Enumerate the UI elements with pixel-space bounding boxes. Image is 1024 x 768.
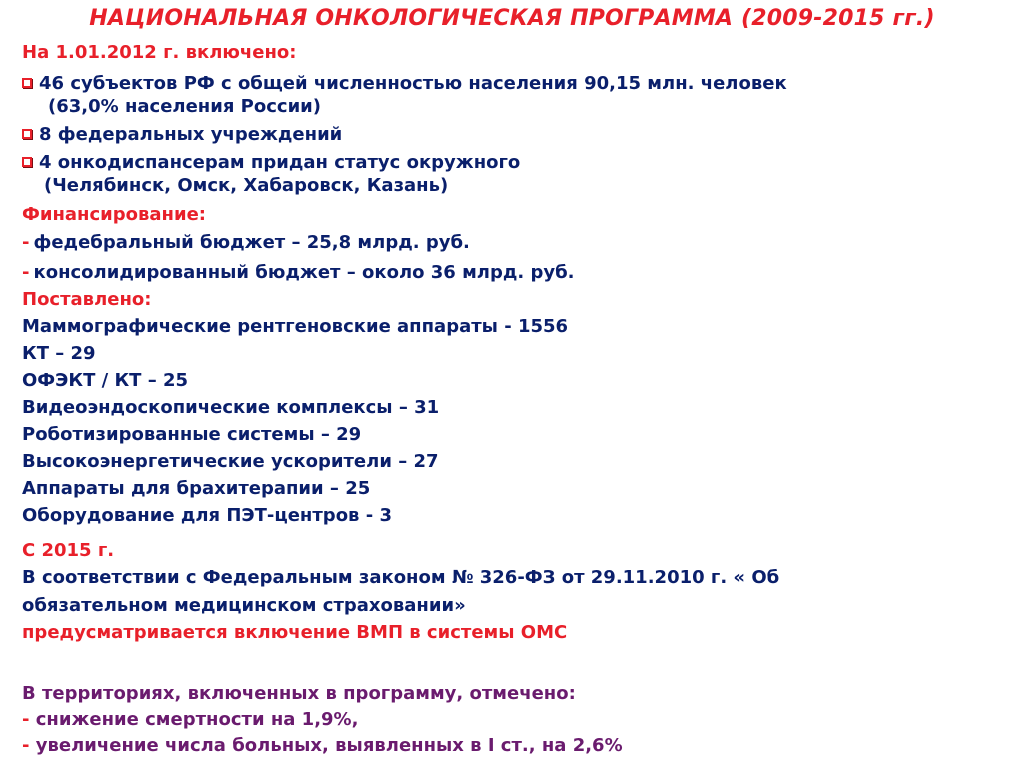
included-item-3-text: 4 онкодиспансерам придан статус окружного xyxy=(39,152,521,173)
from2015-line-3: предусматривается включение ВМП в системы ОМС xyxy=(22,622,568,643)
included-item-1-text: 46 субъектов РФ с общей численностью населения 90,15 млн. человек xyxy=(39,73,787,94)
supplied-item: КТ – 29 xyxy=(22,343,96,364)
included-item-3 xyxy=(22,152,520,173)
included-item-2-text: 8 федеральных учреждений xyxy=(39,124,343,145)
supplied-item: Аппараты для брахитерапии – 25 xyxy=(22,478,371,499)
dash-marker: - xyxy=(22,735,30,756)
dash-marker: - xyxy=(22,232,30,253)
supplied-item: Роботизированные системы – 29 xyxy=(22,424,362,445)
supplied-heading: Поставлено: xyxy=(22,289,152,310)
financing-heading: Финансирование: xyxy=(22,204,207,225)
from2015-line-2: обязательном медицинском страховании» xyxy=(22,595,466,616)
supplied-item: Высокоэнергетические ускорители – 27 xyxy=(22,451,439,472)
checkbox-bullet-icon xyxy=(22,157,32,167)
supplied-item: ОФЭКТ / КТ – 25 xyxy=(22,370,189,391)
from2015-line-1: В соответствии с Федеральным законом № 326-ФЗ от 29.11.2010 г. « Об xyxy=(22,567,780,588)
included-item-1 xyxy=(22,73,787,94)
supplied-item: Видеоэндоскопические комплексы – 31 xyxy=(22,397,440,418)
supplied-item: Маммографические рентгеновские аппараты - 1556 xyxy=(22,316,569,337)
included-item-1-cont: (63,0% населения России) xyxy=(48,96,322,117)
financing-item-1-text: федебральный бюджет – 25,8 млрд. руб. xyxy=(33,232,470,253)
checkbox-bullet-icon xyxy=(22,78,32,88)
page-title: НАЦИОНАЛЬНАЯ ОНКОЛОГИЧЕСКАЯ ПРОГРАММА (2009-2015 гг.) xyxy=(89,6,935,31)
included-heading: На 1.01.2012 г. включено: xyxy=(22,42,297,63)
territories-item-1 xyxy=(22,709,358,730)
territories-item-2-text: увеличение числа больных, выявленных в I ст., на 2,6% xyxy=(35,735,623,756)
supplied-item: Оборудование для ПЭТ-центров - 3 xyxy=(22,505,392,526)
territories-item-2 xyxy=(22,735,623,756)
included-item-2 xyxy=(22,124,342,145)
territories-item-1-text: снижение смертности на 1,9%, xyxy=(35,709,359,730)
financing-item-2-text: консолидированный бюджет – около 36 млрд. руб. xyxy=(33,262,575,283)
from2015-heading: С 2015 г. xyxy=(22,540,115,561)
dash-marker: - xyxy=(22,262,30,283)
territories-heading: В территориях, включенных в программу, отмечено: xyxy=(22,683,576,704)
financing-item-2 xyxy=(22,262,575,283)
checkbox-bullet-icon xyxy=(22,129,32,139)
dash-marker: - xyxy=(22,709,30,730)
included-item-3-cont: (Челябинск, Омск, Хабаровск, Казань) xyxy=(44,175,449,196)
financing-item-1 xyxy=(22,232,470,253)
